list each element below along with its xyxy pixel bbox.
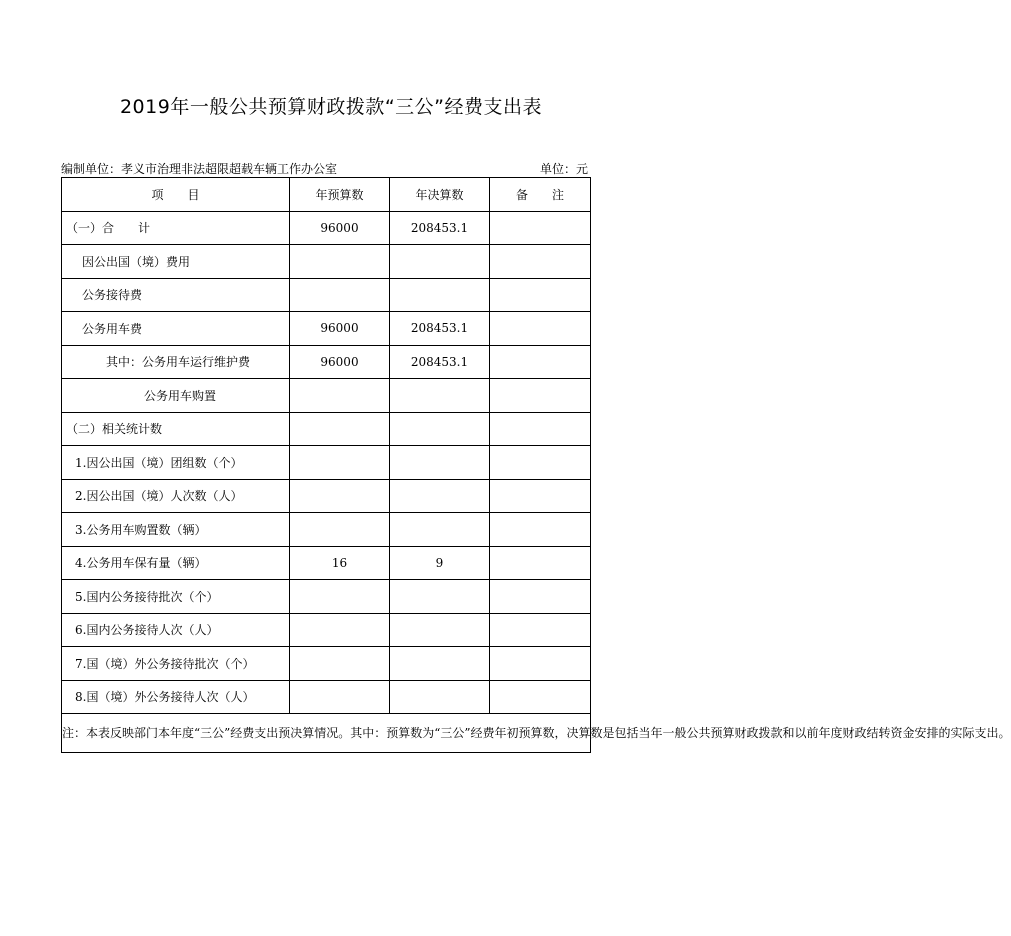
row-label: 7.国（境）外公务接待批次（个） <box>62 647 290 681</box>
table-row <box>62 546 591 580</box>
row-final <box>390 412 490 446</box>
row-final <box>390 647 490 681</box>
row-remark <box>490 312 591 346</box>
row-final <box>390 580 490 614</box>
row-budget <box>290 580 390 614</box>
row-budget <box>290 278 390 312</box>
row-budget: 96000 <box>290 345 390 379</box>
row-remark <box>490 647 591 681</box>
table-row <box>62 647 591 681</box>
row-remark <box>490 278 591 312</box>
row-remark <box>490 345 591 379</box>
row-remark <box>490 513 591 547</box>
row-final: 208453.1 <box>390 312 490 346</box>
row-remark <box>490 680 591 714</box>
row-label: 因公出国（境）费用 <box>62 245 290 279</box>
row-budget <box>290 412 390 446</box>
row-remark <box>490 613 591 647</box>
org-label: 编制单位：孝义市治理非法超限超载车辆工作办公室 <box>61 162 338 176</box>
row-budget <box>290 446 390 480</box>
row-remark <box>490 379 591 413</box>
row-final <box>390 479 490 513</box>
row-budget: 96000 <box>290 211 390 245</box>
row-final: 9 <box>390 546 490 580</box>
row-budget: 96000 <box>290 312 390 346</box>
table-row <box>62 446 591 480</box>
row-remark <box>490 211 591 245</box>
row-budget <box>290 613 390 647</box>
row-final <box>390 613 490 647</box>
row-remark <box>490 580 591 614</box>
row-remark <box>490 479 591 513</box>
row-label: 公务用车购置 <box>62 379 290 413</box>
table-row <box>62 513 591 547</box>
row-budget <box>290 680 390 714</box>
header-info <box>61 160 590 176</box>
row-label: （一）合 计 <box>62 211 290 245</box>
row-remark <box>490 245 591 279</box>
row-label: 4.公务用车保有量（辆） <box>62 546 290 580</box>
page-title: 2019年一般公共预算财政拨款“三公”经费支出表 <box>119 96 543 118</box>
table-row <box>62 412 591 446</box>
row-label: （二）相关统计数 <box>62 412 290 446</box>
header-remark: 备 注 <box>490 178 591 212</box>
table-row <box>62 245 591 279</box>
row-final <box>390 278 490 312</box>
table-row <box>62 312 591 346</box>
row-remark <box>490 546 591 580</box>
table-row <box>62 211 591 245</box>
row-remark <box>490 446 591 480</box>
table-row <box>62 613 591 647</box>
header-item: 项 目 <box>62 178 290 212</box>
row-budget: 16 <box>290 546 390 580</box>
row-label: 8.国（境）外公务接待人次（人） <box>62 680 290 714</box>
row-final <box>390 379 490 413</box>
table-row <box>62 379 591 413</box>
row-label: 公务用车费 <box>62 312 290 346</box>
row-final: 208453.1 <box>390 345 490 379</box>
table-header-row <box>62 178 591 212</box>
row-label: 3.公务用车购置数（辆） <box>62 513 290 547</box>
row-budget <box>290 513 390 547</box>
expense-table <box>61 177 1011 753</box>
table-row <box>62 580 591 614</box>
table-note: 注：本表反映部门本年度“三公”经费支出预决算情况。其中：预算数为“三公”经费年初预算数，决算数是包括当年一般公共预算财政拨款和以前年度财政结转资金安排的实际支出。 <box>62 714 591 753</box>
table-row <box>62 345 591 379</box>
row-label: 其中：公务用车运行维护费 <box>62 345 290 379</box>
row-final <box>390 680 490 714</box>
row-label: 公务接待费 <box>62 278 290 312</box>
row-remark <box>490 412 591 446</box>
row-budget <box>290 647 390 681</box>
row-budget <box>290 245 390 279</box>
table-row <box>62 278 591 312</box>
row-label: 6.国内公务接待人次（人） <box>62 613 290 647</box>
unit-label: 单位：元 <box>539 162 588 176</box>
header-final: 年决算数 <box>390 178 490 212</box>
row-label: 5.国内公务接待批次（个） <box>62 580 290 614</box>
row-budget <box>290 479 390 513</box>
row-label: 2.因公出国（境）人次数（人） <box>62 479 290 513</box>
table-row <box>62 479 591 513</box>
row-final <box>390 513 490 547</box>
note-row <box>62 714 591 753</box>
row-final <box>390 245 490 279</box>
row-budget <box>290 379 390 413</box>
row-final <box>390 446 490 480</box>
row-label: 1.因公出国（境）团组数（个） <box>62 446 290 480</box>
header-budget: 年预算数 <box>290 178 390 212</box>
table-row <box>62 680 591 714</box>
row-final: 208453.1 <box>390 211 490 245</box>
